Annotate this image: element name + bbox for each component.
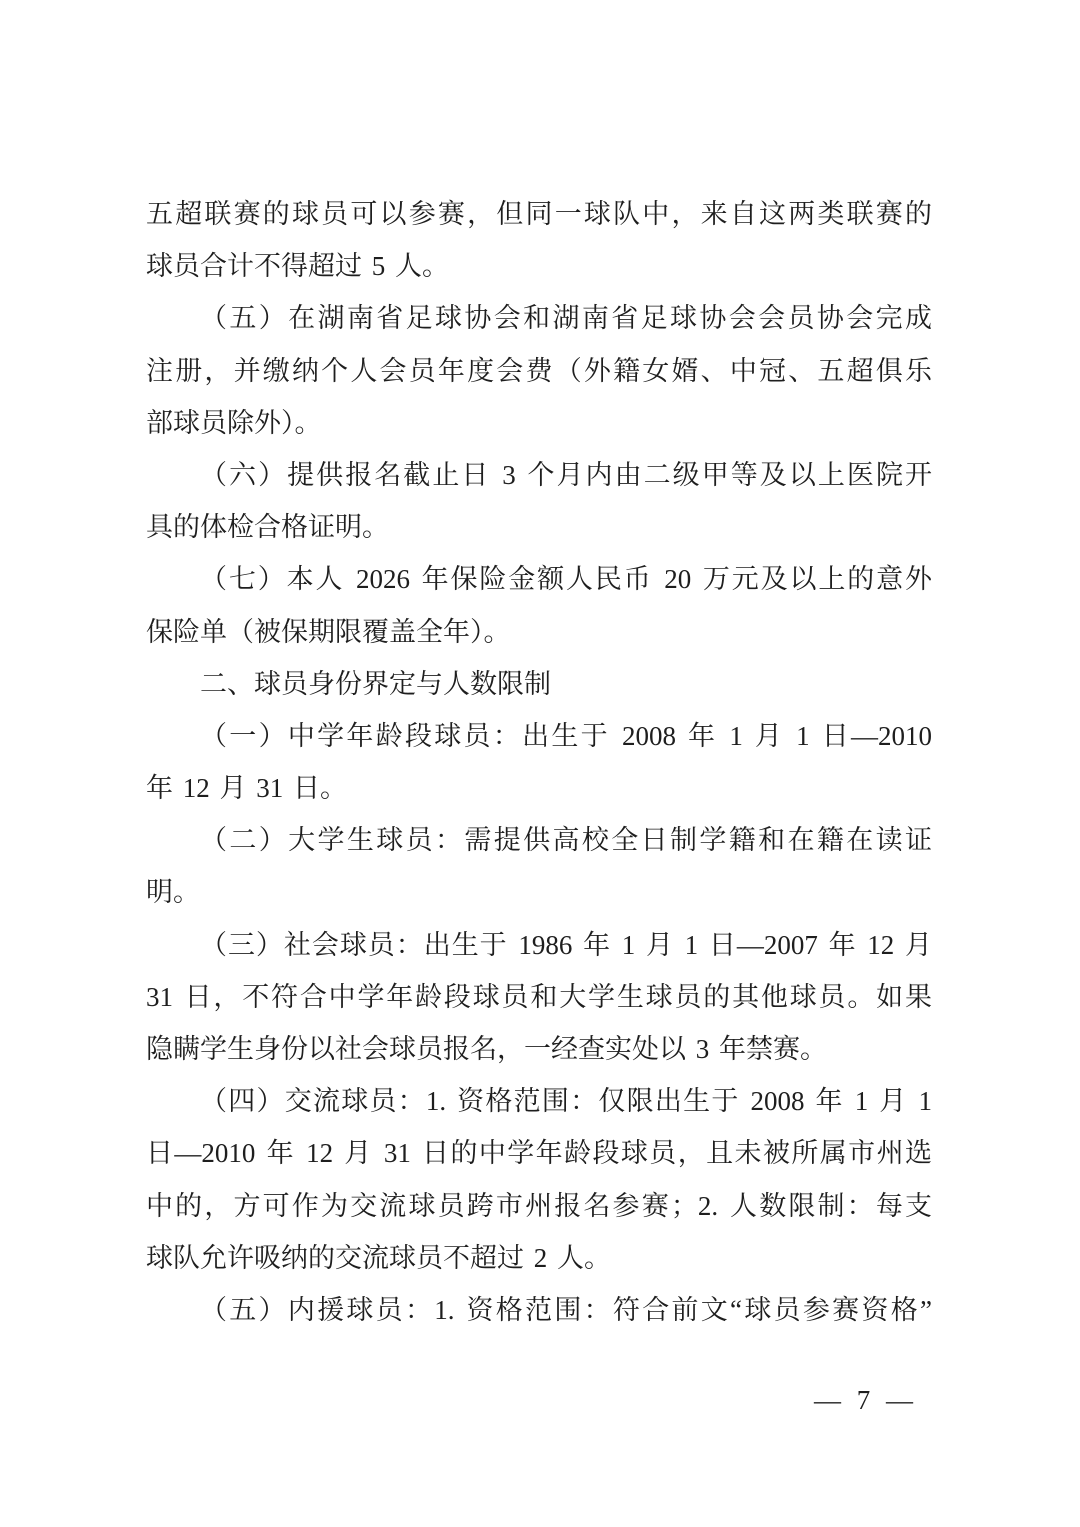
text-line: 球队允许吸纳的交流球员不超过 2 人。 <box>146 1242 611 1273</box>
text-line: 保险单（被保期限覆盖全年）。 <box>146 616 511 647</box>
text-line: 明。 <box>146 877 200 908</box>
text-line: 球员合计不得超过 5 人。 <box>146 251 449 282</box>
text-line: 年 12 月 31 日。 <box>146 773 347 804</box>
text-line: 注册，并缴纳个人会员年度会费（外籍女婿、中冠、五超俱乐 <box>146 355 932 386</box>
text-line: 五超联赛的球员可以参赛，但同一球队中，来自这两类联赛的 <box>146 199 932 229</box>
section-heading-line: 二、球员身份界定与人数限制 <box>200 668 551 699</box>
text-line: 具的体检合格证明。 <box>146 512 389 543</box>
text-line: （一）中学年龄段球员：出生于 2008 年 1 月 1 日—2010 <box>200 720 932 751</box>
text-line: （七）本人 2026 年保险金额人民币 20 万元及以上的意外 <box>200 564 932 595</box>
page-number: — 7 — <box>814 1385 913 1415</box>
text-line: （四）交流球员：1. 资格范围：仅限出生于 2008 年 1 月 1 <box>200 1086 932 1117</box>
document-body <box>146 188 932 1336</box>
text-line: 中的，方可作为交流球员跨市州报名参赛；2. 人数限制：每支 <box>146 1190 932 1221</box>
text-line: （三）社会球员：出生于 1986 年 1 月 1 日—2007 年 12 月 <box>200 929 932 960</box>
text-line: 隐瞒学生身份以社会球员报名，一经查实处以 3 年禁赛。 <box>146 1034 827 1064</box>
text-line: 31 日，不符合中学年龄段球员和大学生球员的其他球员。如果 <box>146 981 932 1012</box>
text-line: （二）大学生球员：需提供高校全日制学籍和在籍在读证 <box>200 825 932 856</box>
text-line: （六）提供报名截止日 3 个月内由二级甲等及以上医院开 <box>200 459 932 490</box>
text-line: （五）在湖南省足球协会和湖南省足球协会会员协会完成 <box>200 303 932 334</box>
text-line: 部球员除外）。 <box>146 407 322 438</box>
text-line: （五）内援球员：1. 资格范围：符合前文“球员参赛资格” <box>200 1294 932 1325</box>
text-line: 日—2010 年 12 月 31 日的中学年龄段球员，且未被所属市州选 <box>146 1138 932 1169</box>
